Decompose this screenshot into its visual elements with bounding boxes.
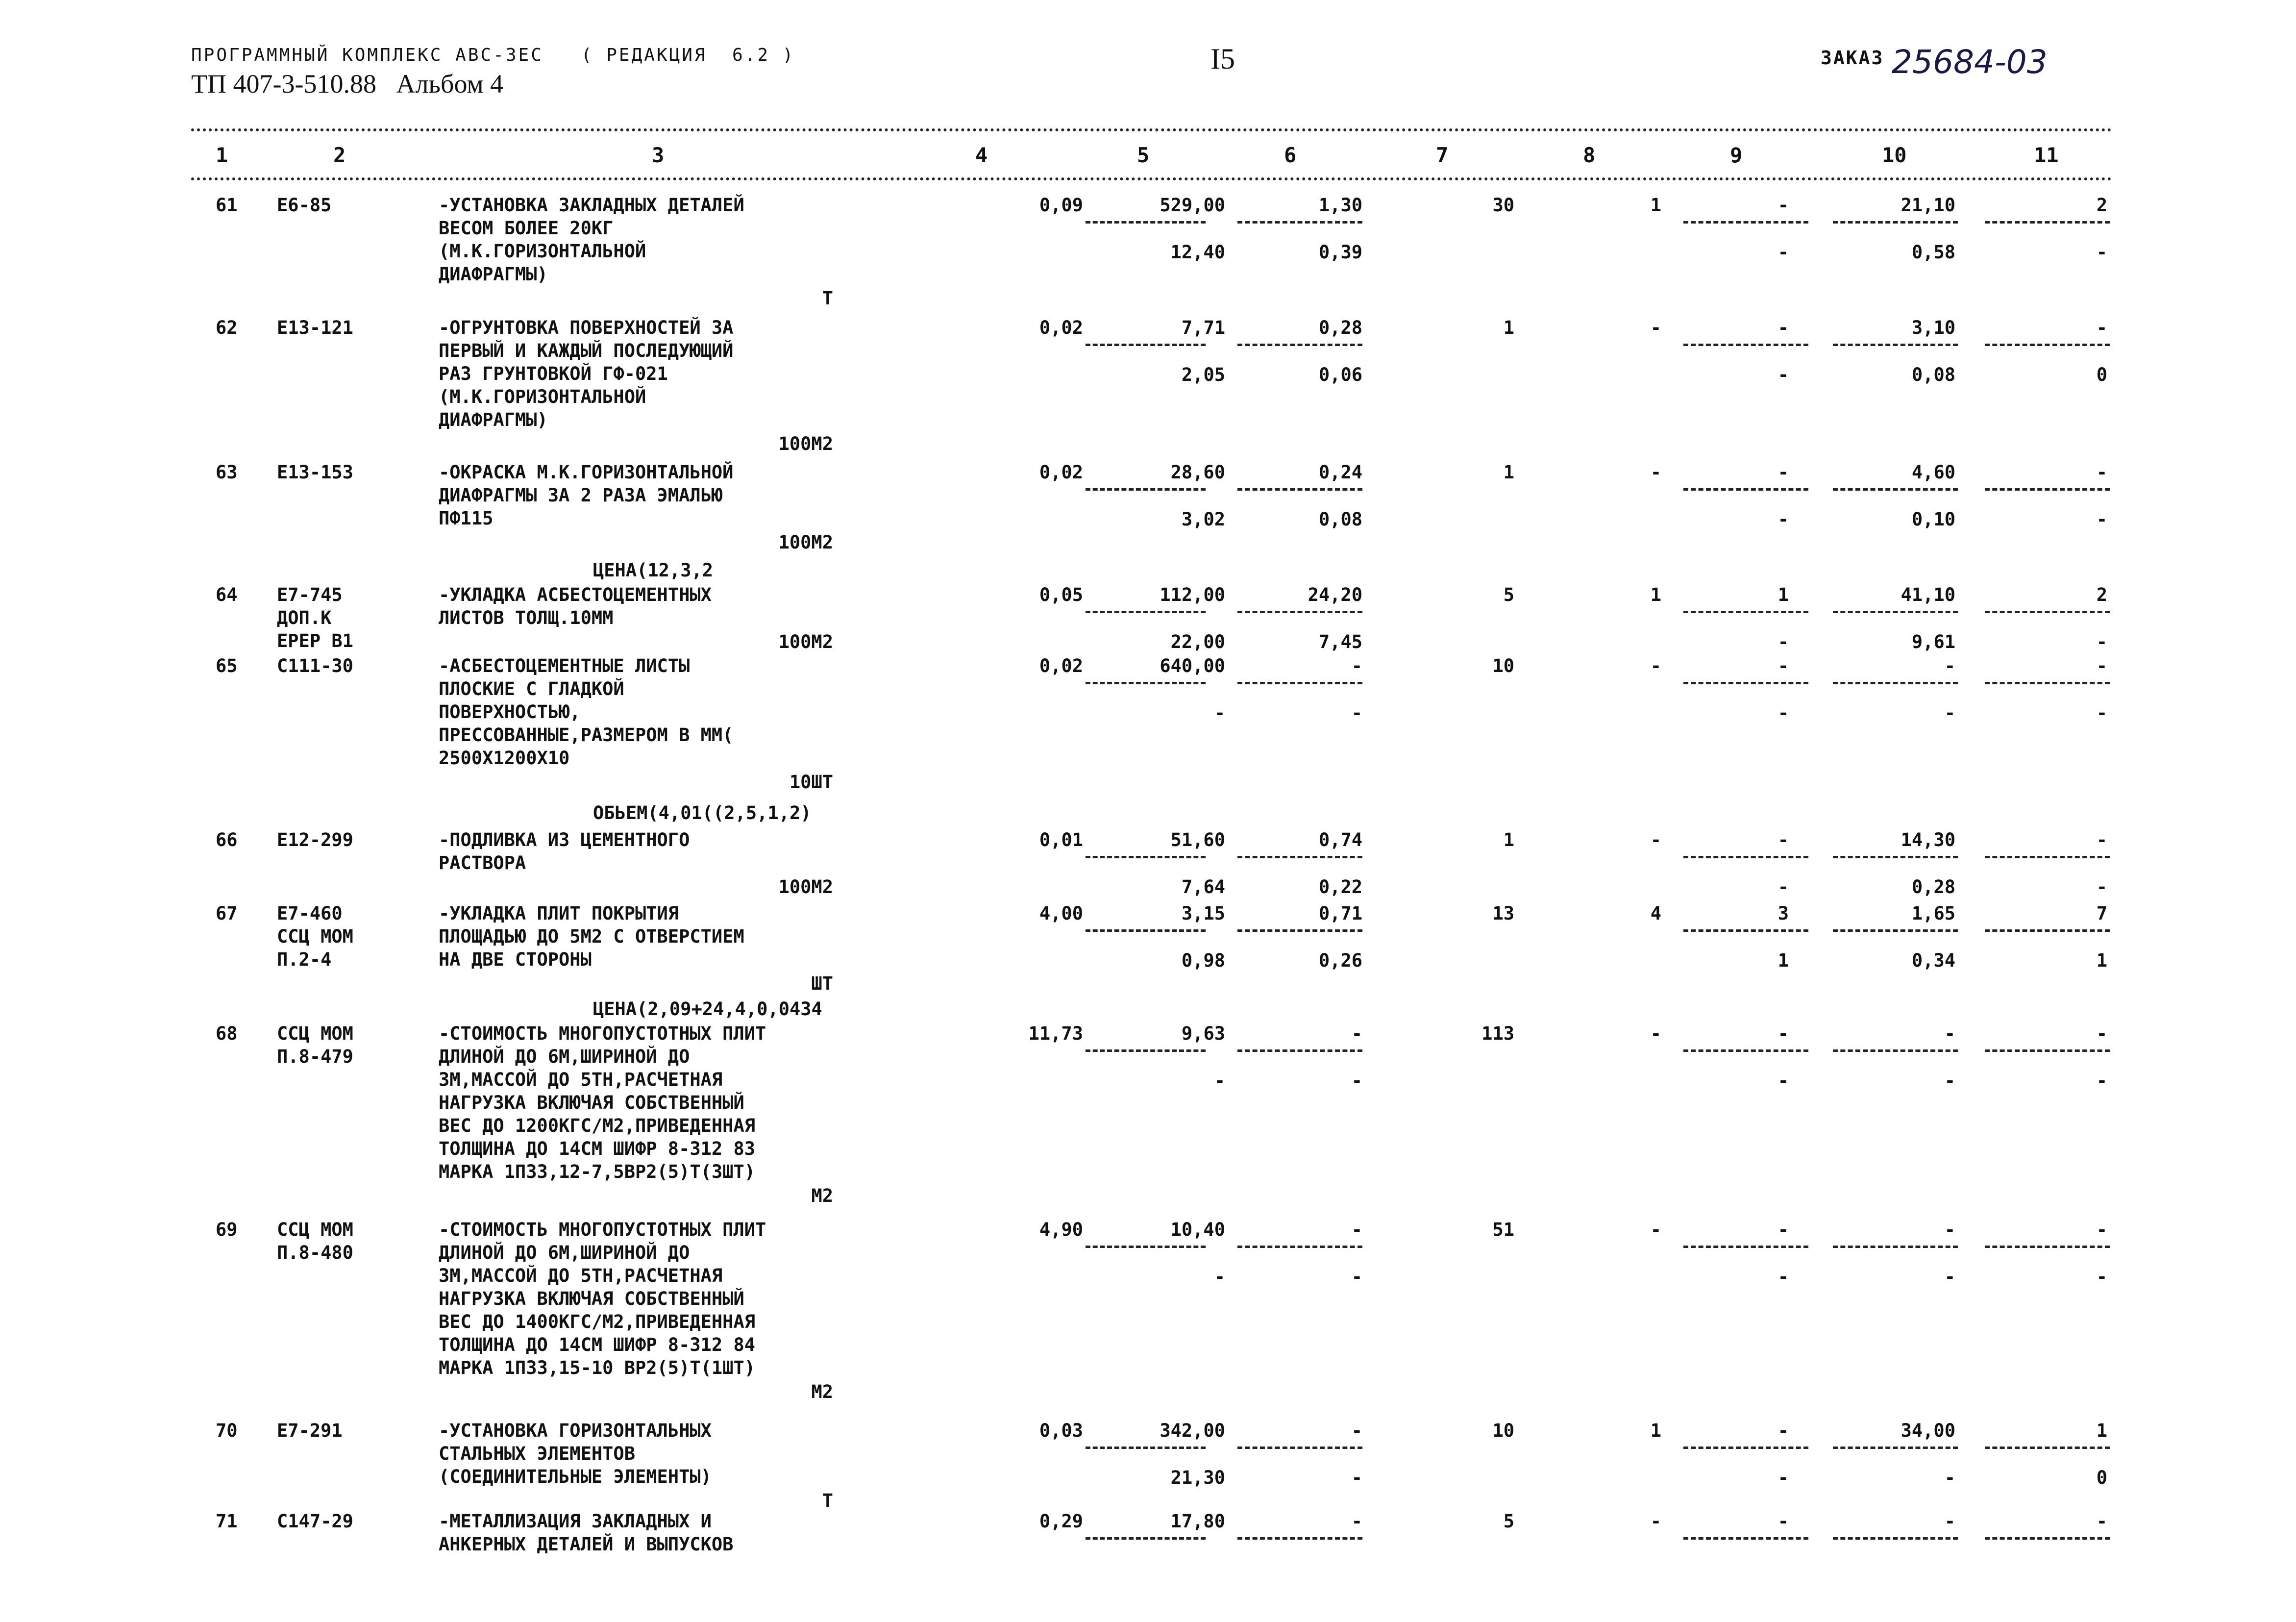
column-header-3: 3 xyxy=(652,143,665,167)
total-cost: 13 xyxy=(1492,903,1514,924)
machine-wages: - xyxy=(1778,631,1789,652)
labor-total: - xyxy=(2096,1023,2107,1044)
column-header-9: 9 xyxy=(1730,143,1743,167)
unit-cost-machine-wages: - xyxy=(1351,702,1362,724)
separator-line xyxy=(1833,221,1958,224)
separator-line xyxy=(1985,1246,2110,1248)
unit-cost-total: 7,71 xyxy=(1181,317,1225,338)
quantity: 0,05 xyxy=(1039,584,1083,605)
unit-cost-machine-wages: 0,06 xyxy=(1318,364,1362,385)
total-wages: - xyxy=(1650,829,1661,850)
separator-line xyxy=(1237,221,1362,224)
norm-code: Е7-745 ДОП.К ЕРЕР В1 xyxy=(277,584,353,651)
unit-of-measure: М2 xyxy=(811,1185,833,1206)
unit-of-measure: ШТ xyxy=(811,973,833,994)
row-number: 69 xyxy=(216,1219,238,1240)
separator-line xyxy=(1237,488,1362,491)
labor-per-unit: 3,10 xyxy=(1911,317,1955,338)
total-wages: - xyxy=(1650,462,1661,483)
separator-line xyxy=(1683,856,1808,858)
work-description: -ОКРАСКА М.К.ГОРИЗОНТАЛЬНОЙ ДИАФРАГМЫ ЗА 2 РАЗА ЭМАЛЬЮ ПФ115 xyxy=(439,462,734,529)
unit-cost-total: 3,15 xyxy=(1181,903,1225,924)
machine-wages: - xyxy=(1778,1266,1789,1287)
quantity: 0,03 xyxy=(1039,1420,1083,1441)
unit-cost-wages: - xyxy=(1351,1420,1362,1441)
separator-line xyxy=(1237,1246,1362,1248)
total-cost: 51 xyxy=(1492,1219,1514,1240)
machine-wages: - xyxy=(1778,1070,1789,1091)
total-wages: - xyxy=(1650,655,1661,676)
quantity: 0,09 xyxy=(1039,195,1083,216)
labor-machinists: - xyxy=(1944,1266,1955,1287)
total-wages: 1 xyxy=(1650,195,1661,216)
order-label: ЗАКАЗ xyxy=(1821,47,1884,69)
total-cost: 1 xyxy=(1503,462,1514,483)
unit-cost-machine-wages: 0,39 xyxy=(1318,242,1362,263)
total-cost: 10 xyxy=(1492,655,1514,676)
labor-machinists-total: - xyxy=(2096,1070,2107,1091)
labor-total: - xyxy=(2096,462,2107,483)
separator-line xyxy=(1086,611,1206,613)
unit-cost-machine-wages: 0,08 xyxy=(1318,509,1362,530)
quantity: 0,02 xyxy=(1039,462,1083,483)
separator-line xyxy=(1086,1246,1206,1248)
unit-of-measure: 100М2 xyxy=(778,631,833,652)
separator-line xyxy=(1833,1537,1958,1540)
labor-machinists-total: - xyxy=(2096,1266,2107,1287)
total-wages: - xyxy=(1650,1511,1661,1532)
labor-machinists: 0,34 xyxy=(1911,950,1955,971)
row-number: 68 xyxy=(216,1023,238,1044)
unit-cost-wages: - xyxy=(1351,1511,1362,1532)
separator-line xyxy=(1683,221,1808,224)
unit-cost-wages: 0,24 xyxy=(1318,462,1362,483)
quantity: 11,73 xyxy=(1028,1023,1083,1044)
separator-line xyxy=(1683,929,1808,932)
separator-line xyxy=(1086,344,1206,346)
labor-per-unit: - xyxy=(1944,1219,1955,1240)
unit-cost-total: 17,80 xyxy=(1170,1511,1225,1532)
separator-line xyxy=(1985,221,2110,224)
separator-line xyxy=(1683,611,1808,613)
labor-machinists-total: - xyxy=(2096,509,2107,530)
separator-line xyxy=(1985,856,2110,858)
separator-line xyxy=(1683,1447,1808,1449)
machine-cost: - xyxy=(1778,462,1789,483)
labor-machinists-total: - xyxy=(2096,876,2107,898)
quantity: 4,90 xyxy=(1039,1219,1083,1240)
labor-machinists-total: - xyxy=(2096,631,2107,652)
unit-cost-wages: - xyxy=(1351,1219,1362,1240)
separator-line xyxy=(1086,488,1206,491)
separator-line xyxy=(1833,611,1958,613)
separator-line xyxy=(1833,488,1958,491)
row-annotation: ЦЕНА(2,09+24,4,0,0434 xyxy=(593,998,822,1020)
separator-line xyxy=(1237,682,1362,684)
total-wages: - xyxy=(1650,317,1661,338)
unit-cost-wages: 1,30 xyxy=(1318,195,1362,216)
unit-cost-wages-part: 7,64 xyxy=(1181,876,1225,898)
labor-per-unit: 41,10 xyxy=(1901,584,1955,605)
unit-cost-total: 9,63 xyxy=(1181,1023,1225,1044)
separator-line xyxy=(1833,1246,1958,1248)
total-cost: 1 xyxy=(1503,317,1514,338)
unit-cost-wages-part: - xyxy=(1214,702,1225,724)
row-annotation: ОБЬЕМ(4,01((2,5,1,2) xyxy=(593,802,812,823)
column-header-10: 10 xyxy=(1882,143,1907,167)
column-header-5: 5 xyxy=(1137,143,1150,167)
quantity: 0,02 xyxy=(1039,317,1083,338)
separator-line xyxy=(1683,1246,1808,1248)
work-description: -УСТАНОВКА ГОРИЗОНТАЛЬНЫХ СТАЛЬНЫХ ЭЛЕМЕНТОВ (СОЕДИНИТЕЛЬНЫЕ ЭЛЕМЕНТЫ) xyxy=(439,1420,712,1487)
work-description: -ОГРУНТОВКА ПОВЕРХНОСТЕЙ ЗА ПЕРВЫЙ И КАЖДЫЙ ПОСЛЕДУЮЩИЙ РАЗ ГРУНТОВКОЙ ГФ-021 (М.К.ГОРИЗОНТАЛЬНОЙ ДИАФРАГМЫ) xyxy=(439,317,734,430)
total-cost: 1 xyxy=(1503,829,1514,850)
unit-cost-machine-wages: 0,22 xyxy=(1318,876,1362,898)
unit-cost-wages: - xyxy=(1351,655,1362,676)
column-header-2: 2 xyxy=(333,143,346,167)
labor-total: 7 xyxy=(2096,903,2107,924)
unit-cost-total: 640,00 xyxy=(1160,655,1225,676)
row-number: 66 xyxy=(216,829,238,850)
unit-of-measure: Т xyxy=(822,1490,833,1511)
row-number: 67 xyxy=(216,903,238,924)
row-number: 64 xyxy=(216,584,238,605)
total-wages: 4 xyxy=(1650,903,1661,924)
row-number: 70 xyxy=(216,1420,238,1441)
separator-line xyxy=(1237,1537,1362,1540)
labor-machinists: - xyxy=(1944,1467,1955,1488)
labor-machinists: 0,08 xyxy=(1911,364,1955,385)
norm-code: С111-30 xyxy=(277,655,353,676)
column-header-7: 7 xyxy=(1436,143,1449,167)
row-number: 63 xyxy=(216,462,238,483)
unit-cost-machine-wages: - xyxy=(1351,1467,1362,1488)
machine-cost: - xyxy=(1778,829,1789,850)
quantity: 0,29 xyxy=(1039,1511,1083,1532)
machine-wages: - xyxy=(1778,1467,1789,1488)
labor-total: 2 xyxy=(2096,584,2107,605)
separator-line xyxy=(1086,682,1206,684)
separator-line xyxy=(1985,1049,2110,1052)
labor-per-unit: 4,60 xyxy=(1911,462,1955,483)
row-number: 65 xyxy=(216,655,238,676)
separator-line xyxy=(1683,682,1808,684)
row-annotation: ЦЕНА(12,3,2 xyxy=(593,560,714,581)
labor-total: - xyxy=(2096,1219,2107,1240)
unit-cost-machine-wages: - xyxy=(1351,1070,1362,1091)
labor-per-unit: 14,30 xyxy=(1901,829,1955,850)
column-header-11: 11 xyxy=(2034,143,2059,167)
labor-per-unit: 34,00 xyxy=(1901,1420,1955,1441)
labor-total: - xyxy=(2096,317,2107,338)
machine-cost: - xyxy=(1778,317,1789,338)
unit-cost-wages-part: 22,00 xyxy=(1170,631,1225,652)
separator-line xyxy=(1683,1049,1808,1052)
machine-cost: - xyxy=(1778,195,1789,216)
separator-line xyxy=(1833,344,1958,346)
unit-cost-wages: - xyxy=(1351,1023,1362,1044)
column-header-4: 4 xyxy=(975,143,988,167)
norm-code: Е7-460 ССЦ МОМ П.2-4 xyxy=(277,903,353,970)
unit-cost-machine-wages: 7,45 xyxy=(1318,631,1362,652)
labor-per-unit: - xyxy=(1944,1511,1955,1532)
machine-cost: - xyxy=(1778,1219,1789,1240)
labor-machinists: 0,58 xyxy=(1911,242,1955,263)
unit-cost-wages-part: 21,30 xyxy=(1170,1467,1225,1488)
program-line: ПРОГРАММНЫЙ КОМПЛЕКС АВС-ЗЕС ( РЕДАКЦИЯ 6.2 ) xyxy=(191,45,795,65)
separator-line xyxy=(1086,856,1206,858)
unit-cost-wages: 0,74 xyxy=(1318,829,1362,850)
row-number: 62 xyxy=(216,317,238,338)
separator-line xyxy=(1683,344,1808,346)
unit-of-measure: 100М2 xyxy=(778,876,833,898)
unit-cost-total: 10,40 xyxy=(1170,1219,1225,1240)
total-wages: - xyxy=(1650,1023,1661,1044)
order-number-handwritten: 25684-03 xyxy=(1892,43,2048,81)
labor-per-unit: - xyxy=(1944,1023,1955,1044)
unit-cost-wages-part: 2,05 xyxy=(1181,364,1225,385)
unit-cost-total: 28,60 xyxy=(1170,462,1225,483)
total-wages: 1 xyxy=(1650,584,1661,605)
total-cost: 113 xyxy=(1481,1023,1514,1044)
labor-machinists: 0,10 xyxy=(1911,509,1955,530)
separator-line xyxy=(1985,1537,2110,1540)
machine-cost: - xyxy=(1778,1511,1789,1532)
norm-code: Е12-299 xyxy=(277,829,353,850)
separator-line xyxy=(1833,929,1958,932)
separator-line xyxy=(1237,1447,1362,1449)
separator-line xyxy=(1086,1447,1206,1449)
machine-wages: 1 xyxy=(1778,950,1789,971)
unit-cost-wages-part: 0,98 xyxy=(1181,950,1225,971)
row-number: 71 xyxy=(216,1511,238,1532)
separator-line xyxy=(1086,1049,1206,1052)
column-header-1: 1 xyxy=(216,143,228,167)
labor-total: - xyxy=(2096,1511,2107,1532)
unit-cost-wages-part: 3,02 xyxy=(1181,509,1225,530)
separator-line xyxy=(1985,1447,2110,1449)
norm-code: ССЦ МОМ П.8-480 xyxy=(277,1219,353,1263)
total-wages: 1 xyxy=(1650,1420,1661,1441)
separator-line xyxy=(1985,488,2110,491)
labor-machinists-total: - xyxy=(2096,702,2107,724)
machine-wages: - xyxy=(1778,242,1789,263)
unit-cost-wages: 24,20 xyxy=(1308,584,1362,605)
total-cost: 5 xyxy=(1503,584,1514,605)
labor-per-unit: - xyxy=(1944,655,1955,676)
work-description: -СТОИМОСТЬ МНОГОПУСТОТНЫХ ПЛИТ ДЛИНОЙ ДО 6М,ШИРИНОЙ ДО 3М,МАССОЙ ДО 5ТН,РАСЧЕТНАЯ НАГРУЗКА ВКЛЮЧАЯ СОБСТВЕННЫЙ ВЕС ДО 1400КГС/М2,ПРИВЕДЕННАЯ ТОЛЩИНА ДО 14СМ ШИФР 8-312 84 МАРКА 1П33,15-10 ВР2(5)Т(1ШТ) xyxy=(439,1219,766,1378)
labor-machinists-total: - xyxy=(2096,242,2107,263)
separator-line xyxy=(1237,611,1362,613)
norm-code: Е7-291 xyxy=(277,1420,343,1441)
separator-line xyxy=(1237,856,1362,858)
labor-total: 1 xyxy=(2096,1420,2107,1441)
unit-cost-wages: 0,28 xyxy=(1318,317,1362,338)
separator-line xyxy=(1086,1537,1206,1540)
labor-total: 2 xyxy=(2096,195,2107,216)
labor-total: - xyxy=(2096,829,2107,850)
separator-line xyxy=(1833,856,1958,858)
separator-line xyxy=(1237,929,1362,932)
work-description: -СТОИМОСТЬ МНОГОПУСТОТНЫХ ПЛИТ ДЛИНОЙ ДО 6М,ШИРИНОЙ ДО 3М,МАССОЙ ДО 5ТН,РАСЧЕТНАЯ НАГРУЗКА ВКЛЮЧАЯ СОБСТВЕННЫЙ ВЕС ДО 1200КГС/М2,ПРИВЕДЕННАЯ ТОЛЩИНА ДО 14СМ ШИФР 8-312 83 МАРКА 1П33,12-7,5ВР2(5)Т(3ШТ) xyxy=(439,1023,766,1182)
labor-per-unit: 1,65 xyxy=(1911,903,1955,924)
unit-of-measure: 100М2 xyxy=(778,433,833,454)
labor-machinists: 0,28 xyxy=(1911,876,1955,898)
separator-line xyxy=(1086,221,1206,224)
unit-of-measure: М2 xyxy=(811,1381,833,1402)
unit-cost-machine-wages: 0,26 xyxy=(1318,950,1362,971)
machine-wages: - xyxy=(1778,702,1789,724)
separator-line xyxy=(1683,488,1808,491)
labor-machinists: - xyxy=(1944,1070,1955,1091)
unit-cost-wages: 0,71 xyxy=(1318,903,1362,924)
labor-machinists-total: 0 xyxy=(2096,1467,2107,1488)
labor-machinists: 9,61 xyxy=(1911,631,1955,652)
work-description: -УКЛАДКА ПЛИТ ПОКРЫТИЯ ПЛОЩАДЬЮ ДО 5М2 С ОТВЕРСТИЕМ НА ДВЕ СТОРОНЫ xyxy=(439,903,744,970)
separator-line xyxy=(1985,929,2110,932)
norm-code: ССЦ МОМ П.8-479 xyxy=(277,1023,353,1067)
norm-code: Е13-121 xyxy=(277,317,353,338)
header-bottom-rule xyxy=(191,177,2112,180)
labor-total: - xyxy=(2096,655,2107,676)
header-top-rule xyxy=(191,128,2112,131)
labor-per-unit: 21,10 xyxy=(1901,195,1955,216)
quantity: 4,00 xyxy=(1039,903,1083,924)
separator-line xyxy=(1833,682,1958,684)
separator-line xyxy=(1086,929,1206,932)
column-header-8: 8 xyxy=(1583,143,1596,167)
unit-cost-total: 51,60 xyxy=(1170,829,1225,850)
labor-machinists-total: 1 xyxy=(2096,950,2107,971)
unit-cost-machine-wages: - xyxy=(1351,1266,1362,1287)
unit-cost-wages-part: - xyxy=(1214,1266,1225,1287)
quantity: 0,01 xyxy=(1039,829,1083,850)
machine-wages: - xyxy=(1778,509,1789,530)
total-cost: 10 xyxy=(1492,1420,1514,1441)
machine-cost: - xyxy=(1778,655,1789,676)
unit-cost-total: 112,00 xyxy=(1160,584,1225,605)
column-header-6: 6 xyxy=(1284,143,1297,167)
row-number: 61 xyxy=(216,195,238,216)
work-description: -УСТАНОВКА ЗАКЛАДНЫХ ДЕТАЛЕЙ ВЕСОМ БОЛЕЕ 20КГ (М.К.ГОРИЗОНТАЛЬНОЙ ДИАФРАГМЫ) xyxy=(439,195,744,285)
unit-cost-total: 342,00 xyxy=(1160,1420,1225,1441)
unit-of-measure: 10ШТ xyxy=(789,772,833,793)
separator-line xyxy=(1683,1537,1808,1540)
unit-cost-wages-part: 12,40 xyxy=(1170,242,1225,263)
unit-cost-wages-part: - xyxy=(1214,1070,1225,1091)
unit-cost-total: 529,00 xyxy=(1160,195,1225,216)
work-description: -МЕТАЛЛИЗАЦИЯ ЗАКЛАДНЫХ И АНКЕРНЫХ ДЕТАЛЕЙ И ВЫПУСКОВ xyxy=(439,1511,734,1555)
separator-line xyxy=(1833,1447,1958,1449)
labor-machinists: - xyxy=(1944,702,1955,724)
total-wages: - xyxy=(1650,1219,1661,1240)
work-description: -УКЛАДКА АСБЕСТОЦЕМЕНТНЫХ ЛИСТОВ ТОЛЩ.10ММ xyxy=(439,584,712,628)
unit-of-measure: Т xyxy=(822,288,833,309)
machine-cost: 3 xyxy=(1778,903,1789,924)
machine-wages: - xyxy=(1778,876,1789,898)
machine-cost: - xyxy=(1778,1023,1789,1044)
separator-line xyxy=(1985,611,2110,613)
separator-line xyxy=(1985,682,2110,684)
machine-cost: 1 xyxy=(1778,584,1789,605)
machine-cost: - xyxy=(1778,1420,1789,1441)
document-designation: ТП 407-3-510.88 Альбом 4 xyxy=(191,69,504,99)
separator-line xyxy=(1237,1049,1362,1052)
machine-wages: - xyxy=(1778,364,1789,385)
work-description: -ПОДЛИВКА ИЗ ЦЕМЕНТНОГО РАСТВОРА xyxy=(439,829,690,873)
norm-code: Е6-85 xyxy=(277,195,332,216)
unit-of-measure: 100М2 xyxy=(778,532,833,553)
norm-code: Е13-153 xyxy=(277,462,353,483)
work-description: -АСБЕСТОЦЕМЕНТНЫЕ ЛИСТЫ ПЛОСКИЕ С ГЛАДКОЙ ПОВЕРХНОСТЬЮ, ПРЕССОВАННЫЕ,РАЗМЕРОМ В ММ( 2500Х1200Х10 xyxy=(439,655,734,769)
labor-machinists-total: 0 xyxy=(2096,364,2107,385)
separator-line xyxy=(1237,344,1362,346)
total-cost: 5 xyxy=(1503,1511,1514,1532)
norm-code: С147-29 xyxy=(277,1511,353,1532)
separator-line xyxy=(1833,1049,1958,1052)
quantity: 0,02 xyxy=(1039,655,1083,676)
page-number: I5 xyxy=(1210,43,1235,75)
separator-line xyxy=(1985,344,2110,346)
total-cost: 30 xyxy=(1492,195,1514,216)
